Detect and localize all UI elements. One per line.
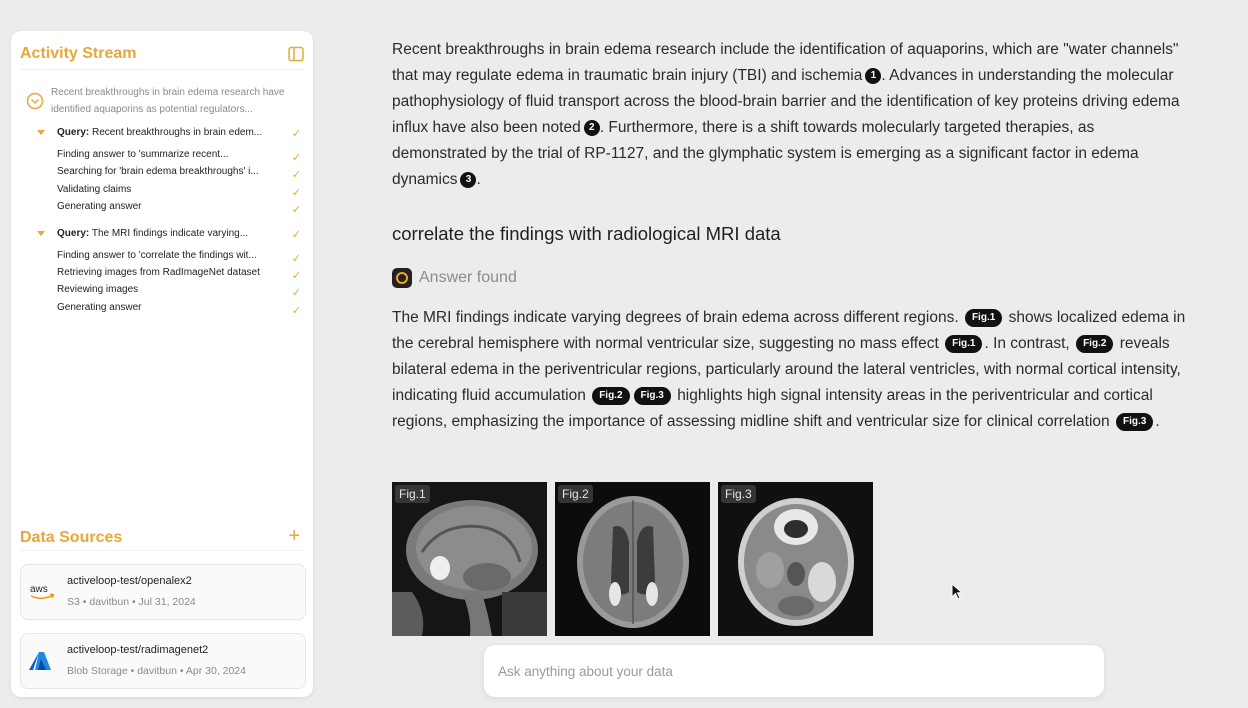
mri-figure-1[interactable] xyxy=(392,482,547,636)
check-icon: ✓ xyxy=(291,269,301,282)
step-text: Generating answer xyxy=(57,301,142,313)
ask-bar xyxy=(483,644,1105,698)
step-row xyxy=(37,201,303,218)
check-icon: ✓ xyxy=(291,204,301,217)
step-row xyxy=(37,166,303,183)
fig-badge[interactable]: Fig.1 xyxy=(965,309,1002,327)
query-title: correlate the findings with radiological MRI data xyxy=(392,223,781,244)
step-row xyxy=(37,184,303,201)
aws-logo-icon xyxy=(29,582,55,602)
check-icon: ✓ xyxy=(291,152,301,164)
fig-badge[interactable]: Fig.2 xyxy=(1076,335,1113,353)
mri-axial-base-image xyxy=(718,482,873,636)
data-sources-title: Data Sources xyxy=(20,529,123,546)
check-icon: ✓ xyxy=(291,169,301,182)
activity-stream-title: Activity Stream xyxy=(20,45,137,62)
source-name: activeloop-test/radimagenet2 xyxy=(67,644,209,656)
activity-stream-header xyxy=(20,45,304,70)
data-source-card[interactable] xyxy=(20,564,306,620)
check-icon: ✓ xyxy=(291,252,301,265)
azure-logo-icon xyxy=(29,651,55,671)
check-icon: ✓ xyxy=(291,186,301,199)
add-source-button[interactable]: + xyxy=(288,525,300,547)
answer-paragraph-1: Recent breakthroughs in brain edema research include the identification of aquaporins, which are "water channels" that may regulate edema in traumatic brain injury (TBI) and ischemia 1 . Advances in understanding the molecular pathophysiology of fluid transport across the blood-brain barrier and the identification of key proteins driving edema influx have also been noted 2 . Furthermore, there is a shift towards molecularly targeted therapies, as demonstrated by the trial of RP-1127, and the glymphatic system is emerging as a significant factor in edema dynamics 3 . xyxy=(392,41,1180,188)
query-text: Query: Recent breakthroughs in brain edem... xyxy=(57,127,263,138)
svg-text:aws: aws xyxy=(30,584,48,595)
ask-input[interactable] xyxy=(496,659,1080,683)
check-icon: ✓ xyxy=(291,228,301,241)
activity-tree xyxy=(37,125,303,319)
fig-badge[interactable]: Fig.3 xyxy=(1116,413,1153,431)
query-row[interactable] xyxy=(37,226,303,244)
step-text: Reviewing images xyxy=(57,284,139,296)
step-row xyxy=(37,267,303,284)
step-row xyxy=(37,149,303,166)
fig-badge[interactable]: Fig.2 xyxy=(592,387,629,405)
summary-text: Recent breakthroughs in brain edema research have identified aquaporins as potential regulators... xyxy=(51,87,285,115)
step-text: Retrieving images from RadImageNet dataset xyxy=(57,266,260,278)
step-row xyxy=(37,302,303,319)
figure-label: Fig.3 xyxy=(721,485,756,503)
check-icon: ✓ xyxy=(291,287,301,300)
figure-label: Fig.2 xyxy=(558,485,593,503)
answer-paragraph-2: The MRI findings indicate varying degrees of brain edema across different regions. Fig.1 shows localized edema in the cerebral hemisphere with normal ventricular size, suggesting no mass effect Fig.1 . In contrast, Fig.2 reveals bilateral edema in the periventricular regions, particularly around the lateral ventricles, with normal cortical intensity, indicating fluid accumulation Fig.2 Fig.3 highlights high signal intensity areas in the periventricular and cortical regions, emphasizing the importance of assessing midline shift and ventricular size for clinical correlation Fig.3 . xyxy=(392,309,1186,430)
citation-badge[interactable]: 2 xyxy=(584,120,600,136)
step-text: Generating answer xyxy=(57,201,142,213)
source-name: activeloop-test/openalex2 xyxy=(67,575,192,587)
caret-down-icon[interactable] xyxy=(37,130,45,135)
source-meta: S3 • davitbun • Jul 31, 2024 xyxy=(67,596,196,608)
caret-down-icon[interactable] xyxy=(37,231,45,236)
check-icon: ✓ xyxy=(291,304,301,317)
step-text: Finding answer to 'summarize recent... xyxy=(57,149,229,160)
step-text: Finding answer to 'correlate the findings wit... xyxy=(57,249,257,261)
mri-sagittal-image xyxy=(392,482,547,636)
data-source-card[interactable] xyxy=(20,633,306,689)
citation-badge[interactable]: 1 xyxy=(865,68,881,84)
figure-label: Fig.1 xyxy=(395,485,430,503)
step-row xyxy=(37,250,303,267)
query-row[interactable] xyxy=(37,125,303,143)
fig-badge[interactable]: Fig.1 xyxy=(945,335,982,353)
fig-badge[interactable]: Fig.3 xyxy=(634,387,671,405)
chevron-circle-icon[interactable] xyxy=(26,92,44,110)
answer-status-text: Answer found xyxy=(419,269,517,286)
query-text: Query: The MRI findings indicate varying... xyxy=(57,227,249,239)
step-row xyxy=(37,284,303,301)
step-text: Validating claims xyxy=(57,183,132,195)
step-text: Searching for 'brain edema breakthroughs' i... xyxy=(57,166,259,178)
toggle-panel-icon[interactable] xyxy=(288,46,304,62)
app-logo-icon xyxy=(392,268,412,288)
mouse-cursor-icon xyxy=(951,583,963,601)
mri-figure-2[interactable] xyxy=(555,482,710,636)
mri-axial-image xyxy=(555,482,710,636)
mri-figure-3[interactable] xyxy=(718,482,873,636)
source-meta: Blob Storage • davitbun • Apr 30, 2024 xyxy=(67,665,246,677)
data-sources-header xyxy=(20,526,304,551)
activity-sidebar xyxy=(11,31,313,697)
check-icon: ✓ xyxy=(291,128,301,140)
citation-badge[interactable]: 3 xyxy=(460,172,476,188)
